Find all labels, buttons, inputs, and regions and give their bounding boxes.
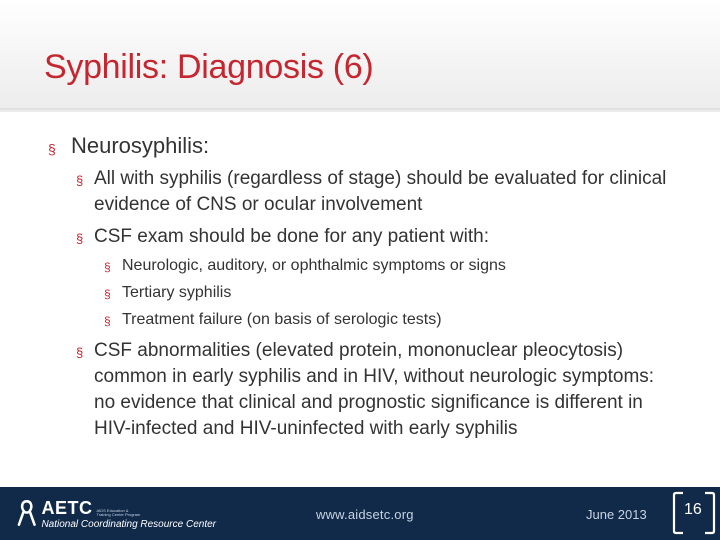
aetc-logo: [16, 496, 216, 532]
bullet-marker: §: [76, 173, 84, 188]
logo-tagline-2: Training Center Program: [96, 511, 141, 517]
bullet-neurologic-symptoms: Neurologic, auditory, or ophthalmic symptoms or signs: [122, 257, 506, 274]
footer-date: June 2013: [586, 507, 647, 522]
aids-ribbon-icon: [16, 499, 37, 529]
page-number: 16: [684, 501, 702, 518]
bullet-neurosyphilis: Neurosyphilis:: [71, 133, 210, 158]
bullet-marker: §: [48, 141, 56, 157]
logo-name: AETC: [41, 497, 93, 518]
bullet-marker: §: [76, 345, 84, 360]
logo-tagline-1: AIDS Education &: [96, 507, 129, 513]
bullet-treatment-failure: Treatment failure (on basis of serologic tests): [122, 311, 442, 328]
footer-bar: [0, 487, 720, 540]
bullet-csf-exam: CSF exam should be done for any patient with:: [94, 226, 490, 247]
bullet-evaluate-all: All with syphilis (regardless of stage) should be evaluated for clinical evidence of CNS or ocular involvement: [94, 168, 667, 215]
bullet-marker: §: [76, 231, 84, 246]
logo-subtitle: National Coordinating Resource Center: [41, 518, 216, 530]
slide-title: Syphilis: Diagnosis (6): [44, 48, 374, 86]
bullet-marker: §: [104, 260, 111, 274]
bullet-marker: §: [104, 314, 111, 328]
header-divider: [0, 108, 720, 110]
bullet-csf-abnormalities: CSF abnormalities (elevated protein, mononuclear pleocytosis) common in early syphilis and in HIV, without neurologic symptoms: no evidence that clinical and prognostic significance is different in HIV-infected and HIV-uninfected with early syphilis: [94, 340, 655, 439]
bullet-marker: §: [104, 287, 111, 301]
footer-url: www.aidsetc.org: [316, 507, 414, 522]
page-number-badge: [670, 490, 720, 536]
bullet-tertiary-syphilis: Tertiary syphilis: [122, 284, 232, 301]
